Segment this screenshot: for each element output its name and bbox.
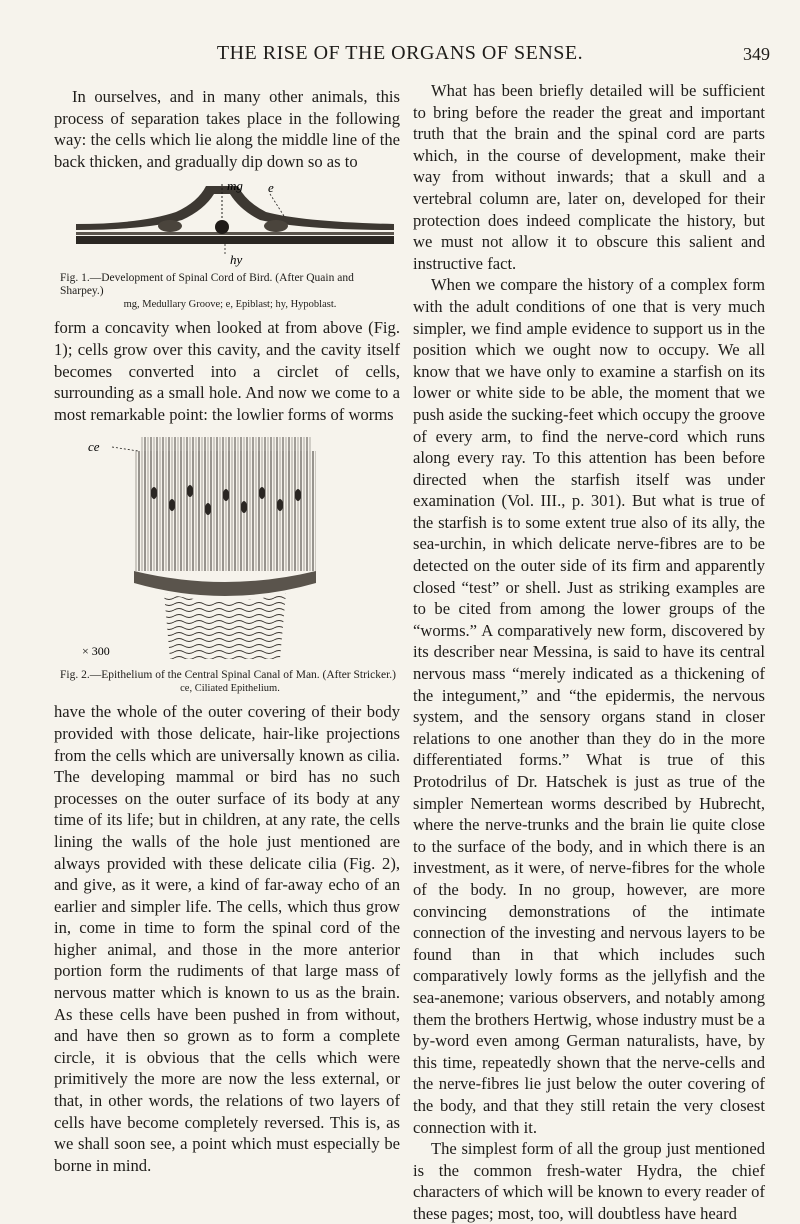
basement-layer xyxy=(134,571,316,596)
label-magnification: × 300 xyxy=(82,644,110,659)
label-mg: mg xyxy=(227,180,243,194)
somite-right xyxy=(264,220,288,232)
figure-2 xyxy=(54,433,400,695)
figure-2-caption-legend: ce, Ciliated Epithelium. xyxy=(180,683,280,695)
ciliated-epithelium-illustration xyxy=(54,433,400,665)
figure-1 xyxy=(54,180,400,311)
figure-1-caption-legend: mg, Medullary Groove; e, Epiblast; hy, Hypoblast. xyxy=(123,299,337,311)
label-e: e xyxy=(268,180,274,196)
cilia-fringe xyxy=(140,437,312,451)
mesoblast-line xyxy=(76,232,394,235)
label-hy: hy xyxy=(230,252,243,268)
paragraph: have the whole of the outer covering of their body provided with those delicate, hair-like projections from the cells which are universally known as cilia. The developing mammal or bird has no such processes on the outer surface of its body at any time of its life; but in children, at any rate, the cells lining the walls of the hole just mentioned are always provided with these delicate cilia (Fig. 2), and give, as it were, a kind of far-away echo of an earlier and simpler life. The cells, which thus grow in, come in time to form the spinal cord of the higher animal, and those in the more anterior portion form the rudiments of that large mass of nervous matter which is known to us as the brain. As these cells have been pushed in from without, and have then so grown as to form a complete circle, it is obvious that the cells which were primitively the more are now the less external, or that, in other words, the relations of two layers of cells have become completely reversed. This is, as we shall soon see, a point which must especially be borne in mind. xyxy=(54,702,400,1175)
figure-2-caption-main: Fig. 2.—Epithelium of the Central Spinal Canal of Man. (After Stricker.) xyxy=(60,669,396,682)
spinal-cord-development-illustration xyxy=(54,180,400,268)
columnar-cells xyxy=(134,451,316,571)
paragraph: In ourselves, and in many other animals, this process of separation takes place in the following way: the cells which lie along the middle line of the back thicken, and gradually dip down so as to xyxy=(54,87,400,171)
right-column xyxy=(413,80,765,1224)
figure-2-caption xyxy=(54,669,400,695)
page-header xyxy=(0,42,800,72)
paragraph: When we compare the history of a complex form with the adult conditions of one that is very much simpler, we find ample evidence to support us in the position which we ought now to occupy. We all know that we have only to examine a starfish on its lower or white side to be able, the moment that we push aside the sucking-feet which occupy the groove of every arm, to find the nerve-cord which runs along every ray. To this attention has been before directed when the starfish itself was under examination (Vol. III., p. 301). But what is true of the starfish is to some extent true also of its ally, the sea-urchin, in which delicate nerve-fibres are to be detected on the outer side of its firm and apparently closed “test” or shell. Just as striking examples are to be cited from among the lower groups of the “worms.” A comparatively new form, discovered by its describer near Messina, is said to have its central nervous mass “merely indicated as a thickening of the integument,” and “the epidermis, the nervous system, and the sensory organs stand in closer relations to one another than they do in the more differentiated forms.” What is true of this Protodrilus of Dr. Hatschek is just as true of the simpler Nemertean worms described by Hubrecht, where the nerve-trunks and the brain lie quite close to the surface of the body, and in which there is an investment, as it were, of nerve-fibres for the whole of the body. In no group, however, are more convincing demonstrations of the intimate connection of the investing and nervous layers to be found than in that which includes such comparatively lowly forms as the jellyfish and the sea-anemone; various observers, and notably among them the brothers Hertwig, whose industry must be a by-word even among German naturalists, have, by this time, repeatedly shown that the nerve-cells and the nerve-fibres lie just below the outer covering of the body, and that they still retain the very closest connection with it. xyxy=(413,275,765,1137)
label-ce: ce xyxy=(88,439,100,455)
ce-pointer-line xyxy=(112,447,138,451)
notochord xyxy=(215,220,229,234)
paragraph: form a concavity when looked at from above (Fig. 1); cells grow over this cavity, and the cavity itself becomes converted into a circlet of cells, surrounding as a small hole. And now we come to a most remarkable point: the lowlier forms of worms xyxy=(54,318,400,424)
left-column xyxy=(54,86,400,1176)
running-title: THE RISE OF THE ORGANS OF SENSE. xyxy=(216,42,584,64)
figure-1-caption xyxy=(54,272,400,311)
figure-1-caption-main: Fig. 1.—Development of Spinal Cord of Bird. (After Quain and Sharpey.) xyxy=(60,272,354,298)
hypoblast-band xyxy=(76,236,394,244)
page-number: 349 xyxy=(743,44,770,64)
paragraph: What has been briefly detailed will be sufficient to bring before the reader the great and important truth that the brain and the spinal cord are parts which, in the course of development, make their way from without inwards; that a skull and a vertebral column are, later on, developed for their protection does indeed complicate the history, but we must not allow it to obscure this salient and instructive fact. xyxy=(413,81,765,273)
paragraph: The simplest form of all the group just mentioned is the common fresh-water Hydra, the chief characters of which will be known to every reader of these pages; most, too, will doubtless have heard xyxy=(413,1139,765,1223)
e-pointer-line xyxy=(270,194,284,216)
fibrous-tail xyxy=(164,593,286,659)
somite-left xyxy=(158,220,182,232)
